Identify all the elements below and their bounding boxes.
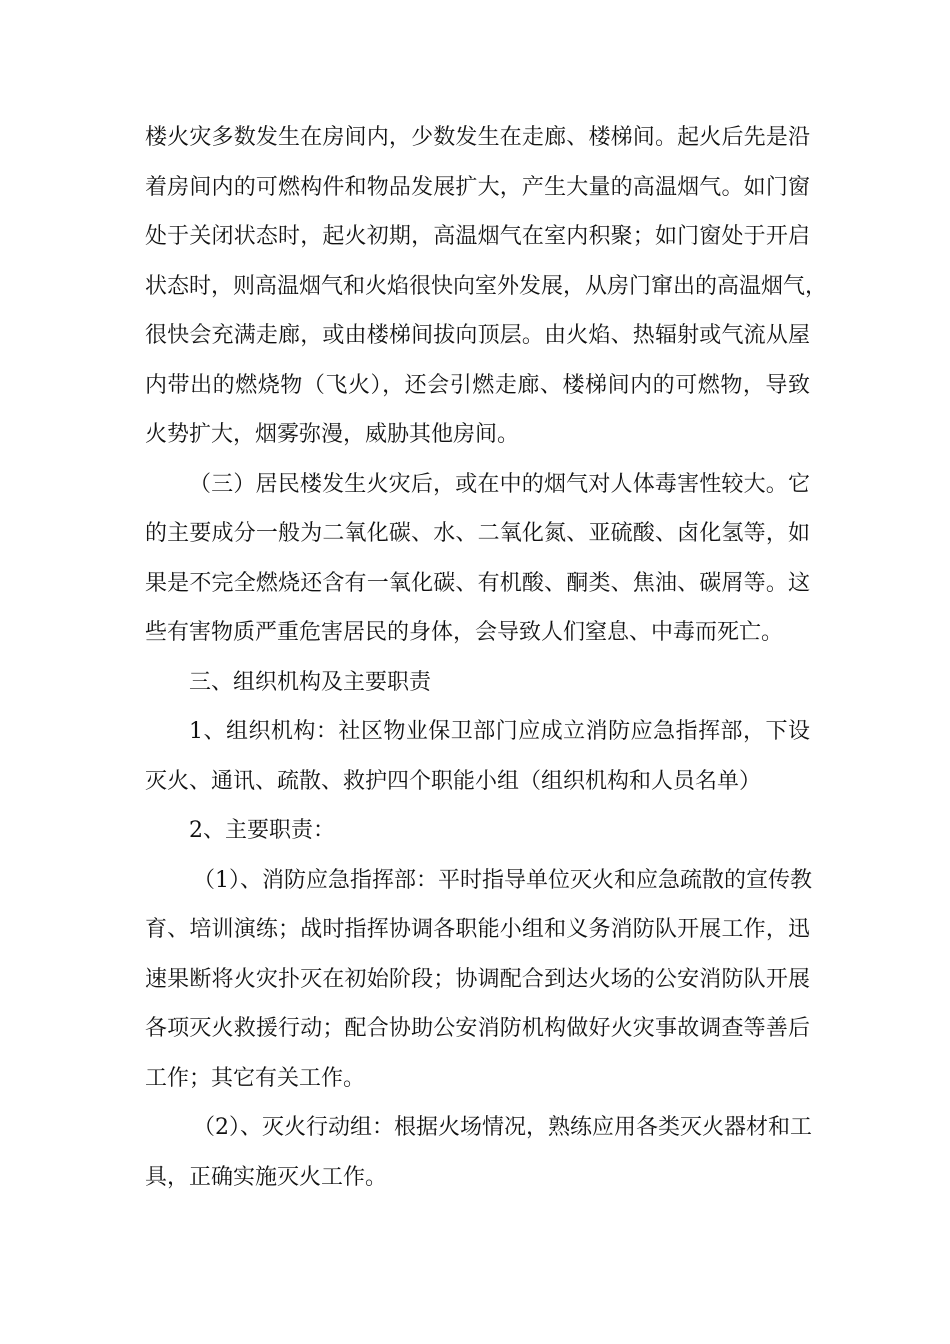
paragraph-organization bbox=[145, 707, 810, 806]
text-line: 着房间内的可燃构件和物品发展扩大，产生大量的高温烟气。如门窗 bbox=[145, 174, 810, 200]
text-line: 具，正确实施灭火工作。 bbox=[145, 1164, 388, 1190]
text-line: 的主要成分一般为二氧化碳、水、二氧化氮、亚硫酸、卤化氢等，如 bbox=[145, 521, 810, 546]
text-line: 1、组织机构：社区物业保卫部门应成立消防应急指挥部，下设 bbox=[189, 719, 810, 744]
text-line: 状态时，则高温烟气和火焰很快向室外发展，从房门窜出的高温烟气， bbox=[145, 273, 828, 299]
text-line: 楼火灾多数发生在房间内，少数发生在走廊、楼梯间。起火后先是沿 bbox=[145, 125, 810, 150]
text-line: 工作；其它有关工作。 bbox=[145, 1065, 366, 1091]
paragraph-command-duties bbox=[145, 856, 810, 1104]
text-line: 果是不完全燃烧还含有一氧化碳、有机酸、酮类、焦油、碳屑等。这 bbox=[145, 570, 810, 596]
section-heading-organization bbox=[145, 658, 810, 708]
text-line: 内带出的燃烧物（飞火），还会引燃走廊、楼梯间内的可燃物，导致 bbox=[145, 372, 810, 398]
paragraph-toxic-smoke bbox=[145, 460, 810, 658]
text-line: （三）居民楼发生火灾后，或在中的烟气对人体毒害性较大。它 bbox=[189, 471, 810, 497]
paragraph-fire-spread bbox=[145, 113, 828, 460]
text-line: 很快会充满走廊，或由楼梯间拔向顶层。由火焰、热辐射或气流从屋 bbox=[145, 323, 810, 348]
section-heading: 三、组织机构及主要职责 bbox=[189, 669, 432, 695]
text-line: 灭火、通讯、疏散、救护四个职能小组（组织机构和人员名单） bbox=[145, 768, 762, 794]
document-body bbox=[145, 113, 828, 1202]
subheading: 2、主要职责： bbox=[189, 818, 335, 843]
text-line: 些有害物质严重危害居民的身体，会导致人们窒息、中毒而死亡。 bbox=[145, 620, 784, 645]
paragraph-firefighting-duties bbox=[145, 1103, 810, 1202]
text-line: （1）、消防应急指挥部：平时指导单位灭火和应急疏散的宣传教 bbox=[193, 867, 812, 893]
text-line: （2）、灭火行动组：根据火场情况，熟练应用各类灭火器材和工 bbox=[193, 1115, 812, 1140]
text-line: 处于关闭状态时，起火初期，高温烟气在室内积聚；如门窗处于开启 bbox=[145, 224, 810, 249]
paragraph-duties-heading bbox=[145, 806, 810, 856]
text-line: 育、培训演练；战时指挥协调各职能小组和义务消防队开展工作，迅 bbox=[145, 917, 810, 942]
text-line: 各项灭火救援行动；配合协助公安消防机构做好火灾事故调查等善后 bbox=[145, 1016, 810, 1041]
text-line: 火势扩大，烟雾弥漫，威胁其他房间。 bbox=[145, 422, 520, 447]
text-line: 速果断将火灾扑灭在初始阶段；协调配合到达火场的公安消防队开展 bbox=[145, 966, 810, 992]
